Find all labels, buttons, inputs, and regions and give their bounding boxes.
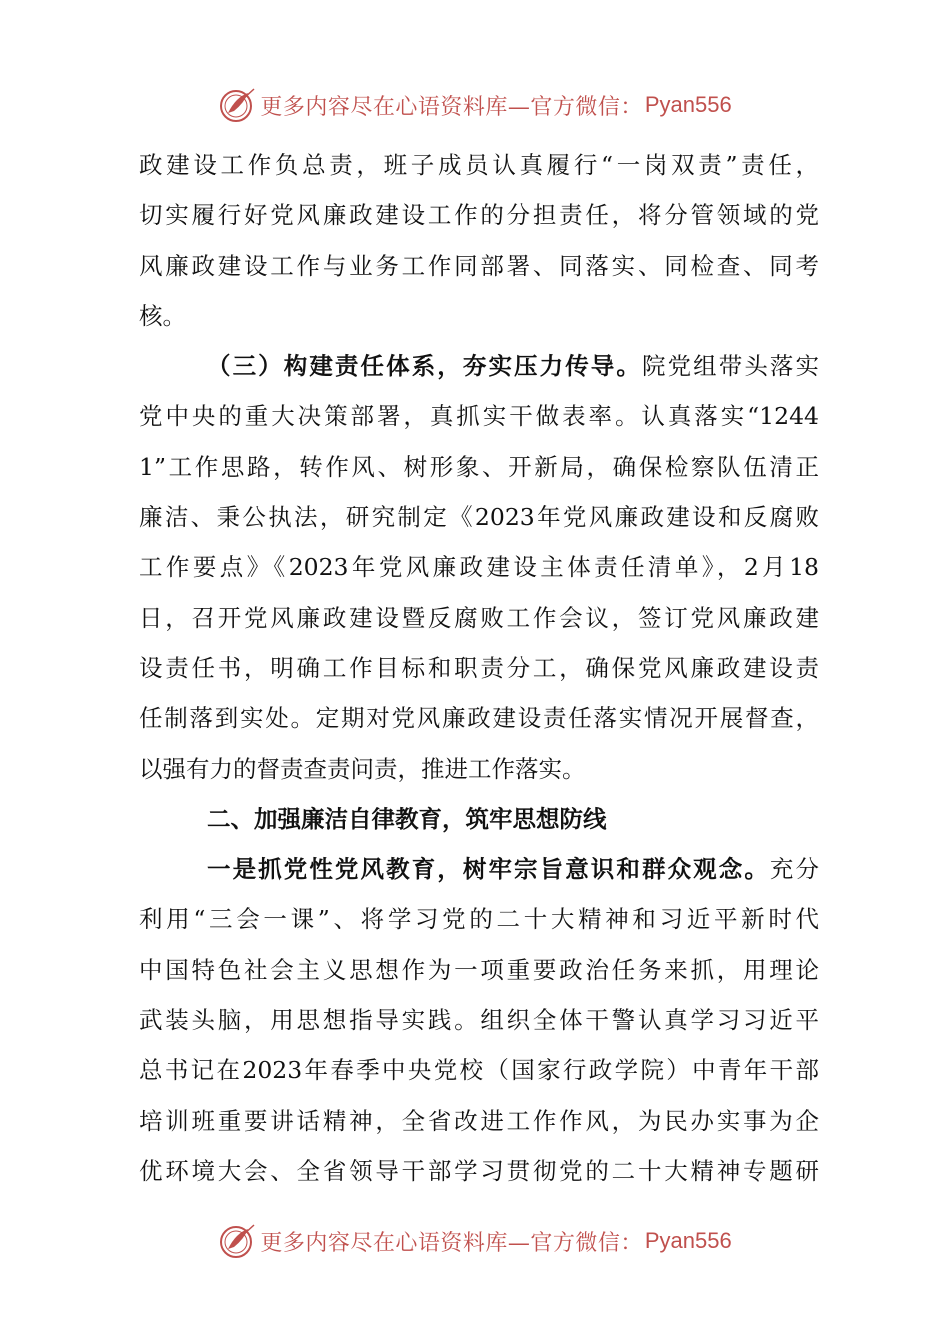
text-line: 以强有力的督责查责问责，推进工作落实。: [139, 754, 586, 783]
text-line: 设责任书，明确工作目标和职责分工，确保党风廉政建设责: [139, 653, 819, 682]
watermark-brand: Pyan556: [644, 1228, 732, 1253]
subsection-heading: 一是抓党性党风教育，树牢宗旨意识和群众观念。: [207, 855, 770, 884]
subsection-heading-line: [139, 844, 819, 894]
text-line: 工作要点》《2023年党风廉政建设主体责任清单》，2月18: [139, 553, 819, 582]
watermark-text: 更多内容尽在心语资料库—官方微信：: [260, 94, 643, 120]
text-line: 总书记在2023年春季中央党校（国家行政学院）中青年干部: [139, 1056, 819, 1085]
header-watermark: [0, 80, 950, 130]
text-run: 院党组带头落实: [641, 352, 819, 381]
text-line: 风廉政建设工作与业务工作同部署、同落实、同检查、同考: [139, 251, 819, 280]
footer-watermark: [0, 1216, 950, 1266]
text-line: 利用“三会一课”、将学习党的二十大精神和习近平新时代: [139, 905, 819, 934]
text-line: 培训班重要讲话精神，全省改进工作作风，为民办实事为企: [139, 1106, 819, 1135]
watermark-brand: Pyan556: [644, 92, 732, 117]
text-line: 优环境大会、全省领导干部学习贯彻党的二十大精神专题研: [139, 1156, 819, 1185]
section-heading: （三）构建责任体系，夯实压力传导。: [207, 352, 642, 381]
chapter-heading: 二、加强廉洁自律教育，筑牢思想防线: [207, 804, 607, 833]
seal-logo-icon: [218, 85, 258, 125]
text-line: 武装头脑，用思想指导实践。组织全体干警认真学习习近平: [139, 1006, 819, 1035]
section-heading-line: [139, 341, 819, 391]
text-line: 切实履行好党风廉政建设工作的分担责任，将分管领域的党: [139, 201, 819, 230]
text-line: 廉洁、秉公执法，研究制定《2023年党风廉政建设和反腐败: [139, 503, 819, 532]
watermark-text: 更多内容尽在心语资料库—官方微信：: [260, 1230, 643, 1256]
text-line: 中国特色社会主义思想作为一项重要政治任务来抓，用理论: [139, 955, 819, 984]
text-run: 充分: [769, 855, 819, 884]
text-line: 任制落到实处。定期对党风廉政建设责任落实情况开展督查，: [139, 704, 819, 733]
text-line: 日，召开党风廉政建设暨反腐败工作会议，签订党风廉政建: [139, 603, 819, 632]
text-line: 1”工作思路，转作风、树形象、开新局，确保检察队伍清正: [139, 452, 819, 481]
text-line: 党中央的重大决策部署，真抓实干做表率。认真落实“1244: [139, 402, 819, 431]
seal-logo-icon: [218, 1221, 258, 1261]
text-line: 政建设工作负总责，班子成员认真履行“一岗双责”责任，: [139, 151, 819, 179]
document-body: [139, 140, 819, 1196]
text-line: 核。: [139, 301, 186, 330]
